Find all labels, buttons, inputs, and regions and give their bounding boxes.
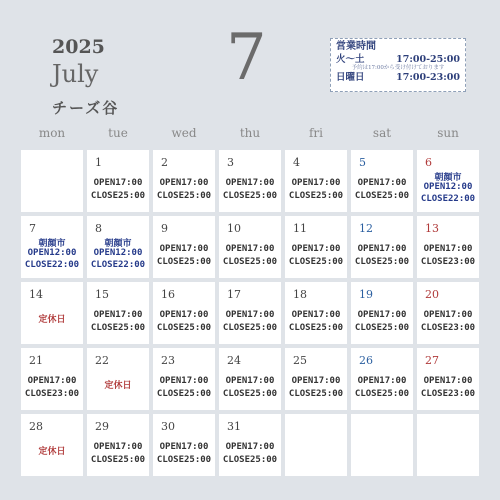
open-time: OPEN17:00 (291, 178, 341, 188)
calendar-cell-day-16 (153, 282, 215, 344)
calendar-cell-day-11 (285, 216, 347, 278)
day-number: 23 (161, 354, 175, 367)
hours-title: 営業時間 (336, 41, 376, 52)
close-time: CLOSE23:00 (420, 389, 476, 399)
close-time: CLOSE25:00 (90, 323, 146, 333)
close-time: CLOSE25:00 (156, 455, 212, 465)
close-time: CLOSE25:00 (354, 257, 410, 267)
day-number: 21 (29, 354, 43, 367)
close-time: CLOSE23:00 (420, 323, 476, 333)
calendar-cell-day-27 (417, 348, 479, 410)
calendar-cell-day-10 (219, 216, 281, 278)
hours-row-weekdays-days: 火～土 (336, 53, 365, 65)
weekday-wed: wed (171, 126, 197, 140)
calendar-cell-day-21 (21, 348, 83, 410)
day-number: 6 (425, 156, 432, 169)
open-time: OPEN17:00 (159, 178, 209, 188)
open-time: OPEN17:00 (225, 376, 275, 386)
open-time: OPEN17:00 (357, 244, 407, 254)
open-time: OPEN17:00 (291, 376, 341, 386)
weekday-mon: mon (38, 126, 66, 140)
close-time: CLOSE25:00 (222, 389, 278, 399)
hours-note: 予約は17:00から受け付けております (351, 65, 445, 72)
month-number: 7 (226, 21, 267, 95)
calendar-cell-day-25 (285, 348, 347, 410)
calendar-cell-day-9 (153, 216, 215, 278)
calendar-cell-day-7 (21, 216, 83, 278)
day-number: 3 (227, 156, 234, 169)
day-number: 30 (161, 420, 175, 433)
day-number: 12 (359, 222, 373, 235)
calendar-cell-day-14 (21, 282, 83, 344)
open-time: OPEN17:00 (93, 442, 143, 452)
open-time: OPEN17:00 (159, 442, 209, 452)
close-time: CLOSE25:00 (156, 323, 212, 333)
business-hours-box (330, 38, 466, 92)
calendar-cell-day-28 (21, 414, 83, 476)
day-number: 17 (227, 288, 241, 301)
open-time: OPEN12:00 (27, 248, 77, 258)
open-time: OPEN17:00 (423, 310, 473, 320)
year-label: 2025 (52, 36, 105, 58)
calendar-cell-empty (21, 150, 83, 212)
close-time: CLOSE22:00 (420, 194, 476, 204)
open-time: OPEN17:00 (225, 310, 275, 320)
calendar-cell-empty (285, 414, 347, 476)
close-time: CLOSE22:00 (90, 260, 146, 270)
weekday-sun: sun (437, 126, 459, 140)
shop-name: チーズ谷 (52, 99, 120, 117)
calendar-cell-day-22 (87, 348, 149, 410)
close-time: CLOSE23:00 (24, 389, 80, 399)
day-number: 26 (359, 354, 373, 367)
hours-row-sunday (336, 72, 460, 84)
calendar-cell-day-29 (87, 414, 149, 476)
calendar-cell-day-23 (153, 348, 215, 410)
open-time: OPEN17:00 (423, 376, 473, 386)
open-time: OPEN17:00 (225, 244, 275, 254)
open-time: OPEN17:00 (291, 244, 341, 254)
event-label: 朝顔市 (38, 239, 66, 249)
day-number: 10 (227, 222, 241, 235)
day-number: 28 (29, 420, 43, 433)
hours-row-sunday-time: 17:00-23:00 (396, 72, 460, 84)
day-number: 9 (161, 222, 168, 235)
close-time: CLOSE25:00 (354, 191, 410, 201)
calendar-cell-day-8 (87, 216, 149, 278)
close-time: CLOSE25:00 (288, 257, 344, 267)
event-label: 朝顔市 (434, 173, 462, 183)
close-time: CLOSE25:00 (354, 323, 410, 333)
close-time: CLOSE25:00 (90, 455, 146, 465)
close-time: CLOSE25:00 (156, 257, 212, 267)
open-time: OPEN17:00 (93, 178, 143, 188)
open-time: OPEN17:00 (159, 244, 209, 254)
day-number: 7 (29, 222, 36, 235)
day-number: 15 (95, 288, 109, 301)
open-time: OPEN17:00 (159, 310, 209, 320)
closed-day-label: 定休日 (38, 447, 66, 457)
calendar-cell-day-12 (351, 216, 413, 278)
calendar-cell-day-20 (417, 282, 479, 344)
close-time: CLOSE25:00 (288, 389, 344, 399)
open-time: OPEN17:00 (93, 310, 143, 320)
calendar-cell-day-13 (417, 216, 479, 278)
calendar-cell-day-4 (285, 150, 347, 212)
close-time: CLOSE23:00 (420, 257, 476, 267)
calendar-cell-day-30 (153, 414, 215, 476)
open-time: OPEN17:00 (423, 244, 473, 254)
calendar-cell-day-3 (219, 150, 281, 212)
day-number: 29 (95, 420, 109, 433)
close-time: CLOSE25:00 (156, 389, 212, 399)
close-time: CLOSE25:00 (222, 191, 278, 201)
calendar-cell-day-31 (219, 414, 281, 476)
closed-day-label: 定休日 (104, 381, 132, 391)
day-number: 22 (95, 354, 109, 367)
day-number: 16 (161, 288, 175, 301)
open-time: OPEN17:00 (27, 376, 77, 386)
calendar-cell-day-26 (351, 348, 413, 410)
open-time: OPEN17:00 (225, 178, 275, 188)
day-number: 8 (95, 222, 102, 235)
day-number: 27 (425, 354, 439, 367)
open-time: OPEN17:00 (291, 310, 341, 320)
close-time: CLOSE25:00 (288, 323, 344, 333)
open-time: OPEN17:00 (357, 310, 407, 320)
open-time: OPEN12:00 (93, 248, 143, 258)
close-time: CLOSE25:00 (222, 323, 278, 333)
calendar-cell-day-6 (417, 150, 479, 212)
open-time: OPEN12:00 (423, 182, 473, 192)
closed-day-label: 定休日 (38, 315, 66, 325)
month-name: July (52, 60, 99, 88)
open-time: OPEN17:00 (357, 178, 407, 188)
hours-row-weekdays (336, 54, 460, 66)
open-time: OPEN17:00 (225, 442, 275, 452)
event-label: 朝顔市 (104, 239, 132, 249)
day-number: 18 (293, 288, 307, 301)
hours-row-weekdays-time: 17:00-25:00 (396, 53, 460, 65)
day-number: 24 (227, 354, 241, 367)
close-time: CLOSE25:00 (90, 191, 146, 201)
calendar-cell-empty (417, 414, 479, 476)
calendar-cell-day-15 (87, 282, 149, 344)
day-number: 2 (161, 156, 168, 169)
calendar-cell-day-19 (351, 282, 413, 344)
day-number: 25 (293, 354, 307, 367)
day-number: 13 (425, 222, 439, 235)
close-time: CLOSE25:00 (354, 389, 410, 399)
calendar-cell-day-5 (351, 150, 413, 212)
day-number: 5 (359, 156, 366, 169)
calendar-cell-empty (351, 414, 413, 476)
close-time: CLOSE22:00 (24, 260, 80, 270)
close-time: CLOSE25:00 (156, 191, 212, 201)
close-time: CLOSE25:00 (222, 455, 278, 465)
calendar-cell-day-2 (153, 150, 215, 212)
day-number: 19 (359, 288, 373, 301)
weekday-sat: sat (372, 126, 392, 140)
open-time: OPEN17:00 (159, 376, 209, 386)
calendar-cell-day-18 (285, 282, 347, 344)
day-number: 31 (227, 420, 241, 433)
calendar-cell-day-24 (219, 348, 281, 410)
weekday-tue: tue (108, 126, 128, 140)
day-number: 1 (95, 156, 102, 169)
weekday-fri: fri (308, 126, 323, 140)
close-time: CLOSE25:00 (222, 257, 278, 267)
calendar-cell-day-17 (219, 282, 281, 344)
calendar-cell-day-1 (87, 150, 149, 212)
day-number: 4 (293, 156, 300, 169)
day-number: 20 (425, 288, 439, 301)
weekday-thu: thu (239, 126, 261, 140)
hours-row-sunday-days: 日曜日 (336, 72, 365, 84)
close-time: CLOSE25:00 (288, 191, 344, 201)
day-number: 11 (293, 222, 307, 235)
day-number: 14 (29, 288, 43, 301)
open-time: OPEN17:00 (357, 376, 407, 386)
